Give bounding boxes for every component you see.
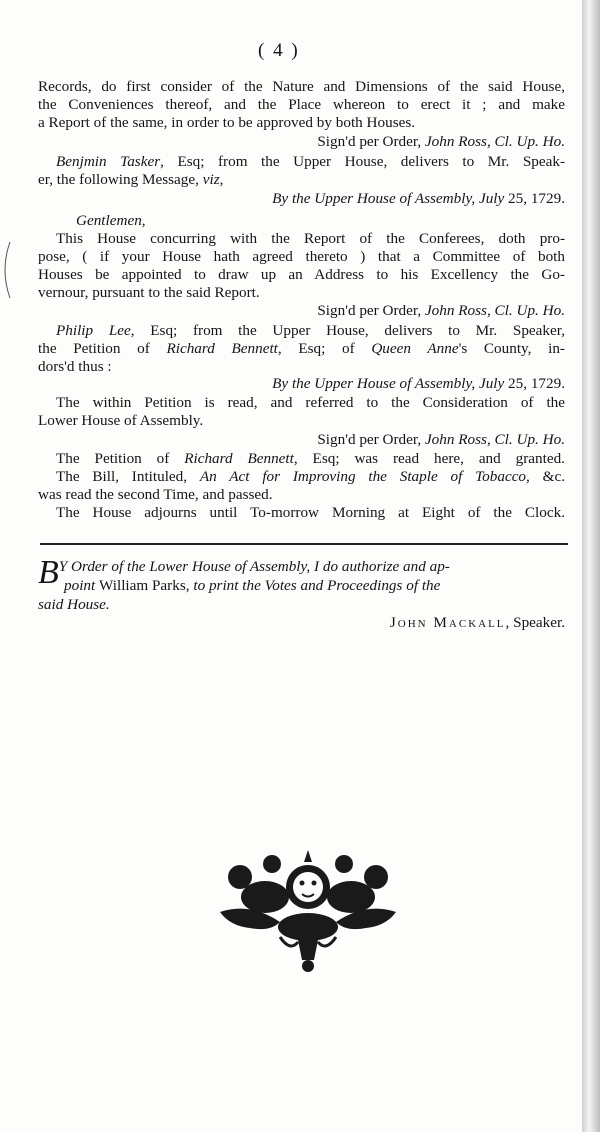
margin-mark xyxy=(0,240,12,300)
signature-line: Sign'd per Order, John Ross, Cl. Up. Ho. xyxy=(317,431,565,448)
text-line: a Report of the same, in order to be approved by both Houses. xyxy=(38,114,416,131)
signature-line: Sign'd per Order, John Ross, Cl. Up. Ho. xyxy=(317,302,565,319)
authorization-line: BY Order of the Lower House of Assembly, I do authorize and ap- xyxy=(38,554,450,591)
text-line: This House concurring with the Report of the Conferees, doth pro- xyxy=(56,230,565,247)
text-line: The Petition of Richard Bennett, Esq; was read here, and granted. xyxy=(56,450,565,467)
text-line: The within Petition is read, and referred to the Consideration of the xyxy=(56,394,565,411)
text-line: dors'd thus : xyxy=(38,358,112,375)
ornament-icon xyxy=(210,842,406,977)
speaker-signature: John Mackall, Speaker. xyxy=(389,614,565,631)
authorization-line: said House. xyxy=(38,596,110,613)
text-line: Lower House of Assembly. xyxy=(38,412,204,429)
text-line: the Conveniences thereof, and the Place whereon to erect it ; and make xyxy=(38,96,565,113)
text-line: The Bill, Intituled, An Act for Improving the Staple of Tobacco, &c. xyxy=(56,468,565,485)
text-line: Benjmin Tasker, Esq; from the Upper House, delivers to Mr. Speak- xyxy=(56,153,566,170)
text-line: was read the second Time, and passed. xyxy=(38,486,273,503)
text-line: the Petition of Richard Bennett, Esq; of Queen Anne's County, in- xyxy=(38,340,565,357)
text-line: Houses be appointed to draw up an Address to his Excellency the Go- xyxy=(38,266,565,283)
text-line: Records, do first consider of the Nature and Dimensions of the said House, xyxy=(38,78,565,95)
page-edge xyxy=(582,0,600,1132)
text-line: Philip Lee, Esq; from the Upper House, delivers to Mr. Speaker, xyxy=(56,322,565,339)
text-line: pose, ( if your House hath agreed thereto ) that a Committee of both xyxy=(38,248,565,265)
text-line: er, the following Message, viz, xyxy=(38,171,224,188)
authorization-line: point William Parks, to print the Votes and Proceedings of the xyxy=(64,577,441,594)
dateline: By the Upper House of Assembly, July 25, 1729. xyxy=(272,375,565,392)
signature-line: Sign'd per Order, John Ross, Cl. Up. Ho. xyxy=(317,133,565,150)
dateline: By the Upper House of Assembly, July 25, 1729. xyxy=(272,190,565,207)
page-number: ( 4 ) xyxy=(258,40,300,61)
salutation: Gentlemen, xyxy=(76,212,146,229)
text-line: vernour, pursuant to the said Report. xyxy=(38,284,260,301)
section-rule xyxy=(40,543,568,545)
drop-cap: B xyxy=(38,554,59,591)
text-line: The House adjourns until To-morrow Morning at Eight of the Clock. xyxy=(56,504,565,521)
